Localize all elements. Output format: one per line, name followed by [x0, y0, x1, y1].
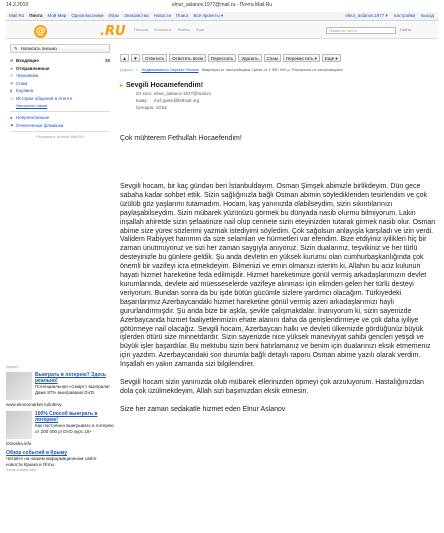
ad-item[interactable] [6, 372, 114, 400]
message-subject: Sevgili Hocamefendim! [126, 82, 204, 89]
header-from-row [120, 91, 438, 96]
logo-bar [6, 22, 438, 39]
unread-icon: ● [10, 115, 13, 121]
next-message-button[interactable]: ▼ [131, 54, 140, 62]
compose-button[interactable] [10, 44, 110, 53]
direct-ad-link[interactable]: Недвижимость Черных Песков [141, 67, 199, 72]
ad-title[interactable]: Обзор событий в Крыму [6, 450, 68, 456]
message-date: Сегодня, 10:51 [136, 105, 168, 110]
divider [10, 111, 110, 112]
tab-letters[interactable]: Письма [134, 27, 149, 32]
spam-button[interactable]: Спам [264, 54, 281, 62]
portal-top-nav [6, 12, 438, 21]
expand-arrow-icon[interactable]: ▸ [120, 83, 124, 89]
message-paragraph: Sevgili hocam, bir kaç gündən beri İstanbuldayım. Osman Şimşek abimizle birlikdeyim. Dün gece sabaha kadar sohbet ettik. Sizin sağlığınızla bağlı Osman abimin söyledikleriden tesirlendim ve çok üzülüb göz yaşlarımı tutamadım. Hocam, kaş yanınızda olabilseydim, sizin sıkıntılarınızı paylaşabilseydim. Sizin mübarek yüzünüzü görmek bu dünyada nasib olurmu bilmiyorum. Lakin inşallah ahiretde sizin şefaatinize nail olup cennete sizin eteyinizden tutarak girmek nasib olur. Osman abime size yüreк sözlerimi yazmak istediyimi söyledim. Çok sağolsun anlayışla karşıladı ve izin verdi. Validem Rabiyyet hanımın da size selamları ve hürmetleri var efendim. Bize etdiyiniz iyilikleri hiç bir zaman unutmuyoruz ve sizi her zaman saygıyla anıyoruz. Sizin dualarınız, teşvikiniz ve her türlü desteyinizle bu günlere geldik. Şu anda devletin en yüksek kurumu olan cumhurbaşkanlığında çok önemli bir vazifeyi icra etmekdeyim. Bilmenizi ve emin olmanızı isterim ki, Allahın bu aciz kulunun hayatı hizmet hareketine feda edilmişdir. Hizmet hareketimize gönül vermiş arkadaşlarımızın devlet kurumlarında, devlete aid müesseselerde vazifeye alınması için elimden gelen her türlü desteyi veriyorum. Bundan sonra da bu işde bütün gücümle sizlere yardımcı olacağım. Türkiyedeki başarılarımız Azerbaycandaki hizmet hareketine gönül vermiş azeri arkadaşlarımızı hayli gururlandırmışdır. Şu anda bize bir aşkla, şevkle çalışmakdalar. İnanıyorum ki, sizin sayenizde Azerbaycanda hizmet faaliyetlerimizin ehate alanını daha da genişlendirmeye ve çok daha iyiliye götürmeye nail olacağız. Sevgili hocam, Azerbaycan halkı ve devleti ülkemizde gördüğünüz büyük işlerden ötürü size minnetdardır. Sizin sayenizde nice yüksek maneviyyat sahibi gencleri yetişdi ve büyük işler başardılar. Bu mektubu sizin beni hatırlamanız ve benim için dualarınızı eksik etmemeniz için yazdım. Azerbaycandaki son durumla bağlı detaylı raporu Osman abime yazılı olarak verdim. İnşallah en yakın zamanda sizi bilgilendirer. [120, 183, 436, 369]
sent-icon: ➤ [10, 65, 14, 71]
nav-link-news[interactable]: Новости [153, 13, 171, 18]
tab-more[interactable]: Ещё [196, 27, 205, 32]
sidebar-item-unread[interactable] [6, 114, 114, 122]
mail-search-button[interactable]: Найти [400, 27, 412, 32]
message-subject-row [120, 82, 438, 89]
flag-icon: ⚑ [10, 122, 14, 128]
message-body [120, 183, 436, 424]
tab-files[interactable]: Файлы [177, 27, 191, 32]
ad-thumbnail[interactable] [6, 372, 32, 400]
ad-house-icon: ⌂ [136, 67, 139, 72]
previous-message-button[interactable]: ▲ [120, 54, 129, 62]
ad-url[interactable]: news.crimea.info [6, 467, 37, 472]
tab-contacts[interactable]: Контакты [154, 27, 172, 32]
mailru-logo-icon[interactable]: @ [35, 26, 46, 37]
nav-link-mailru[interactable]: Mail.Ru [9, 13, 25, 18]
sidebar-item-sent[interactable] [6, 65, 114, 73]
to-label: Кому: [136, 98, 148, 103]
compose-label: Написать письмо [20, 46, 57, 51]
spam-icon: ⚑ [10, 80, 14, 86]
sidebar-item-trash[interactable] [6, 87, 114, 95]
nav-link-myworld[interactable]: Мой Мир [47, 13, 67, 18]
sidebar-item-spam[interactable] [6, 80, 114, 88]
ad-title[interactable]: Выиграть в лотерею? Здесь реально! [35, 372, 106, 384]
folder-settings-link[interactable]: Настроить папки [16, 103, 48, 108]
ad-title[interactable]: 100% Способ выиграть в лотерею! [35, 411, 98, 423]
direct-ad-text: Квартиры от застройщика. Цены от 1 950 000 р. Рассрочка от застройщика! [201, 67, 343, 72]
from-label: От кого: [136, 91, 153, 96]
nav-link-all-projects[interactable]: Все проекты ▾ [193, 13, 224, 18]
ads-header: Директ [6, 364, 20, 369]
reply-button[interactable]: Ответить [142, 54, 167, 62]
logout-link[interactable]: выход [421, 13, 434, 18]
ad-item[interactable] [6, 411, 114, 439]
ad-description: Как постоянно выигрывать в лотерею от 200 000 р! DVD курс 18+ [35, 423, 114, 434]
nav-link-classmates[interactable]: Одноклассники [71, 13, 104, 18]
ad-thumbnail[interactable] [6, 411, 32, 439]
delete-button[interactable]: Удалить [238, 54, 261, 62]
ad-description: Потенциальная «Смарт» выиграла! Даже 87% выигравших DVD. [35, 384, 110, 395]
trash-icon: ▮ [10, 88, 13, 94]
forward-button[interactable]: Переслать [208, 54, 236, 62]
agent-ad-caption[interactable]: Реклама в Агенте Mail.Ru [36, 134, 84, 139]
print-header [6, 2, 438, 9]
direct-ad-label: Директ [120, 67, 134, 72]
history-icon: ◷ [10, 95, 14, 101]
mail-tabs [134, 27, 204, 32]
sidebar [6, 44, 114, 139]
move-dropdown[interactable]: Переместить ▾ [283, 54, 320, 62]
message-greeting: Çok mühterem Fethullah Hocaefendim! [120, 135, 242, 142]
sidebar-item-inbox[interactable] [6, 57, 114, 65]
ad-description: Читайте на нашем информационном сайте новости Крыма и Ялты. [6, 456, 97, 467]
sidebar-item-label: Черновики [16, 73, 39, 79]
sidebar-item-label: Спам [16, 80, 28, 86]
account-menu [345, 13, 438, 19]
message-signature: Size her zaman sedakatle hizmet eden Elnur Aslanov [120, 405, 286, 413]
nav-link-games[interactable]: Игры [108, 13, 120, 18]
more-dropdown[interactable]: Ещё ▾ [322, 54, 341, 62]
mail-search-input[interactable]: Поиск по почте [326, 27, 396, 34]
sidebar-item-label: История общения в Агенте [16, 95, 73, 101]
sidebar-item-drafts[interactable] [6, 72, 114, 80]
reply-all-button[interactable]: Ответить всем [169, 54, 206, 62]
from-address[interactable]: elnur_aslanov.1977@mail.ru [154, 91, 212, 96]
to-address[interactable]: mcf.gulen@fethval.org [154, 98, 200, 103]
print-window-title: elnur_aslanov.1977@mail.ru - Почта Mail.Ru [171, 2, 273, 8]
unread-count: 39 [104, 58, 110, 64]
ad-item[interactable] [6, 450, 114, 472]
ad-url[interactable]: www.ekonomarket.ru/lottery [6, 402, 62, 407]
message-paragraph: Sevgili hocam sizin yanınızda olub mübarek ellerinizden öpmeyi çok arzuluyorum. Hastalığınızdan dola çok üzülmekdeyim, Allah sizi başımızdan eksik etmesin. [120, 379, 424, 395]
sidebar-item-label: Отмеченные флажком [16, 122, 64, 128]
header-date-row [120, 105, 438, 110]
nav-link-search[interactable]: Поиск [176, 13, 189, 18]
sidebar-item-agent-history[interactable] [6, 95, 114, 103]
pencil-icon: ✎ [14, 45, 18, 51]
divider [10, 131, 110, 132]
sidebar-item-label: Входящие [16, 58, 39, 64]
direct-ad-bar [120, 66, 438, 73]
ad-url[interactable]: lotoveka.info [6, 441, 32, 446]
mailru-logo-text[interactable]: .RU [100, 24, 126, 39]
sidebar-item-label: Отправленные [16, 65, 50, 71]
sidebar-item-label: Непрочитанные [16, 115, 50, 121]
sidebar-item-label: Корзина [16, 88, 34, 94]
header-to-row [120, 98, 438, 103]
sidebar-ads [6, 364, 114, 472]
message-header [120, 82, 438, 110]
account-dropdown[interactable]: elnur_aslanov.1977 ▾ [345, 13, 388, 18]
portal-links [6, 13, 223, 19]
nav-link-mail[interactable]: Почта [29, 13, 43, 18]
settings-link[interactable]: настройки [393, 13, 416, 18]
inbox-icon: ✉ [10, 58, 14, 64]
message-toolbar [120, 53, 438, 62]
nav-link-dating[interactable]: Знакомства [124, 13, 149, 18]
drafts-icon: ✎ [10, 73, 14, 79]
print-date: 14.3.2010 [6, 2, 29, 8]
sidebar-item-flagged[interactable] [6, 122, 114, 130]
